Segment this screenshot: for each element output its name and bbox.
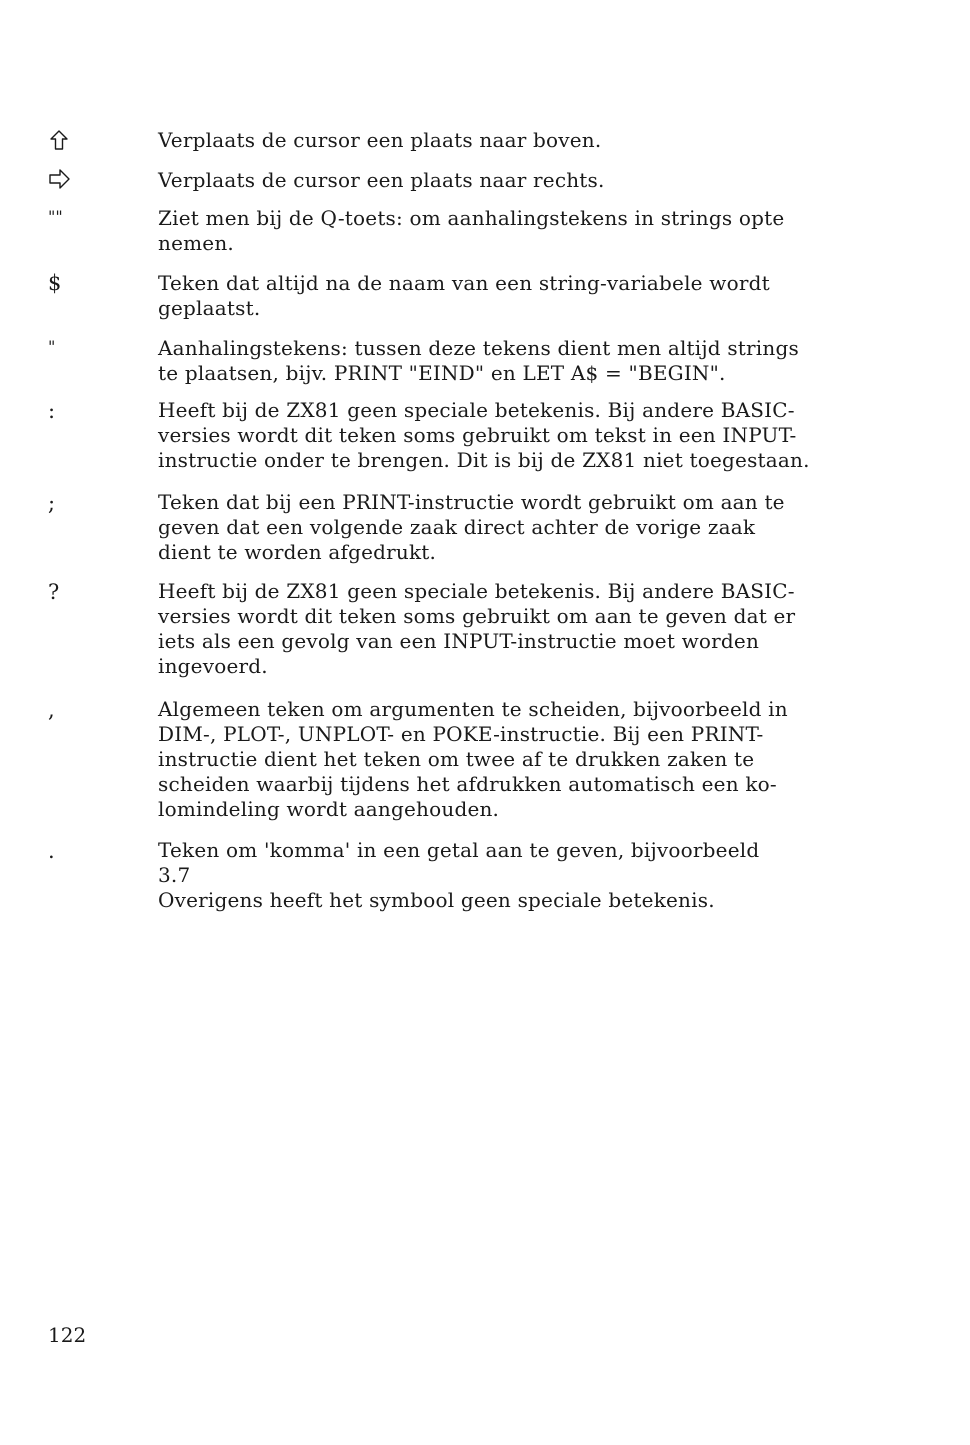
entry-symbol: ? <box>48 580 60 604</box>
description-line: Verplaats de cursor een plaats naar rechts. <box>158 168 605 192</box>
entry-symbol: ; <box>48 491 56 515</box>
entry-description <box>158 490 898 565</box>
description-line: instructie onder te brengen. Dit is bij de ZX81 niet toegestaan. <box>158 448 810 472</box>
entry-description <box>158 168 898 193</box>
entry-symbol: , <box>48 698 55 722</box>
entry-symbol: "" <box>48 207 63 226</box>
description-line: Aanhalingstekens: tussen deze tekens dient men altijd strings <box>158 336 799 360</box>
entry-description <box>158 697 898 822</box>
entry-description <box>158 271 898 321</box>
description-line: scheiden waarbij tijdens het afdrukken automatisch een ko- <box>158 772 777 796</box>
description-line: te plaatsen, bijv. PRINT "EIND" en LET A$ = "BEGIN". <box>158 361 726 385</box>
description-line: Teken om 'komma' in een getal aan te geven, bijvoorbeeld <box>158 838 760 862</box>
description-line: geplaatst. <box>158 296 261 320</box>
entry-description <box>158 398 898 473</box>
entry-description <box>158 579 898 679</box>
entry-symbol: $ <box>48 271 62 295</box>
description-line: Verplaats de cursor een plaats naar boven. <box>158 128 602 152</box>
description-line: Teken dat altijd na de naam van een string-variabele wordt <box>158 271 770 295</box>
description-line: Heeft bij de ZX81 geen speciale betekenis. Bij andere BASIC- <box>158 398 795 422</box>
description-line: dient te worden afgedrukt. <box>158 540 437 564</box>
entry-symbol: . <box>48 839 55 863</box>
up-arrow-icon <box>48 129 88 151</box>
description-line: Overigens heeft het symbool geen speciale betekenis. <box>158 888 715 912</box>
description-line: versies wordt dit teken soms gebruikt om tekst in een INPUT- <box>158 423 797 447</box>
description-line: instructie dient het teken om twee af te drukken zaken te <box>158 747 755 771</box>
description-line: lomindeling wordt aangehouden. <box>158 797 500 821</box>
entry-description <box>158 206 898 256</box>
description-line: Algemeen teken om argumenten te scheiden, bijvoorbeeld in <box>158 697 788 721</box>
description-line: Teken dat bij een PRINT-instructie wordt gebruikt om aan te <box>158 490 785 514</box>
description-line: geven dat een volgende zaak direct achter de vorige zaak <box>158 515 756 539</box>
right-arrow-icon <box>48 168 88 190</box>
description-line: nemen. <box>158 231 234 255</box>
entry-symbol: " <box>48 337 56 356</box>
description-line: DIM-, PLOT-, UNPLOT- en POKE-instructie. Bij een PRINT- <box>158 722 764 746</box>
description-line: iets als een gevolg van een INPUT-instructie moet worden <box>158 629 760 653</box>
page-number: 122 <box>48 1323 87 1347</box>
description-line: Heeft bij de ZX81 geen speciale betekenis. Bij andere BASIC- <box>158 579 795 603</box>
entry-description <box>158 838 898 913</box>
entry-description <box>158 128 898 153</box>
description-line: ingevoerd. <box>158 654 268 678</box>
entry-description <box>158 336 898 386</box>
description-line: Ziet men bij de Q-toets: om aanhalingstekens in strings opte <box>158 206 785 230</box>
description-line: 3.7 <box>158 863 191 887</box>
description-line: versies wordt dit teken soms gebruikt om aan te geven dat er <box>158 604 796 628</box>
entry-symbol: : <box>48 399 56 423</box>
